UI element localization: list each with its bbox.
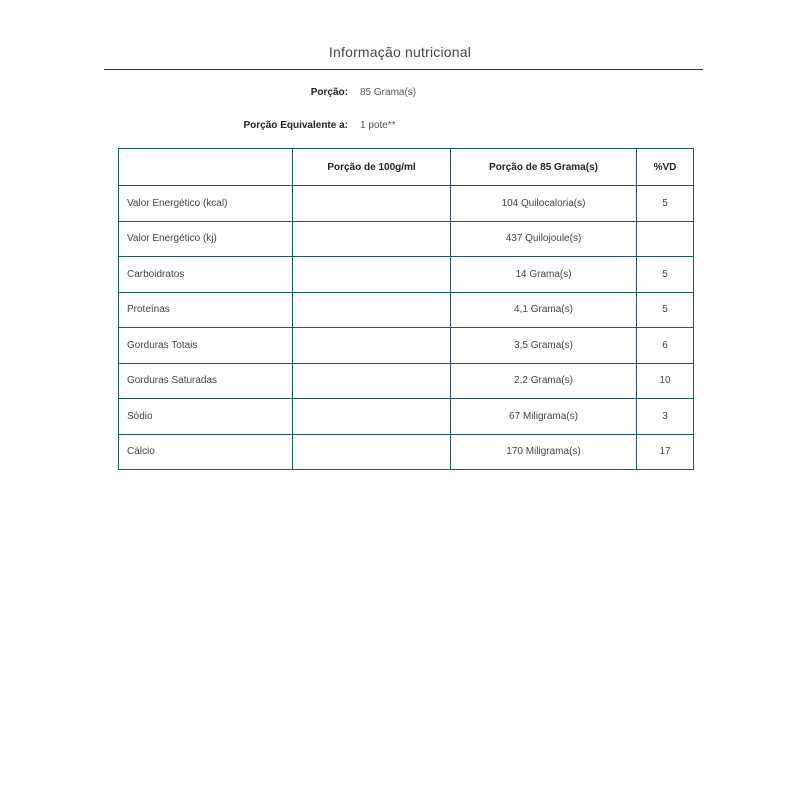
header-per-100: Porção de 100g/ml — [293, 149, 451, 186]
per-85-value: 2,2 Grama(s) — [451, 363, 637, 399]
vd-value: 3 — [637, 399, 694, 435]
nutrient-name: Sódio — [119, 399, 293, 435]
vd-value: 6 — [637, 328, 694, 364]
per-100-value — [293, 292, 451, 328]
nutrition-table — [118, 148, 694, 470]
header-vd: %VD — [637, 149, 694, 186]
header-per-85: Porção de 85 Grama(s) — [451, 149, 637, 186]
table-row — [119, 434, 694, 470]
vd-value: 5 — [637, 186, 694, 222]
serving-equivalent-row — [0, 119, 800, 133]
per-85-value: 14 Grama(s) — [451, 257, 637, 293]
page-title: Informação nutricional — [328, 44, 472, 60]
nutrient-name: Valor Energético (kj) — [119, 221, 293, 257]
header-nutrient — [119, 149, 293, 186]
table-row — [119, 292, 694, 328]
vd-value: 17 — [637, 434, 694, 470]
per-100-value — [293, 399, 451, 435]
per-100-value — [293, 186, 451, 222]
table-row — [119, 186, 694, 222]
vd-value: 5 — [637, 292, 694, 328]
nutrient-name: Valor Energético (kcal) — [119, 186, 293, 222]
nutrient-name: Cálcio — [119, 434, 293, 470]
per-85-value: 67 Miligrama(s) — [451, 399, 637, 435]
nutrient-name: Gorduras Totais — [119, 328, 293, 364]
vd-value — [637, 221, 694, 257]
nutrient-name: Gorduras Saturadas — [119, 363, 293, 399]
vd-value: 10 — [637, 363, 694, 399]
serving-size-row — [0, 86, 800, 100]
per-100-value — [293, 328, 451, 364]
table-row — [119, 363, 694, 399]
per-100-value — [293, 221, 451, 257]
per-100-value — [293, 363, 451, 399]
per-85-value: 104 Quilocaloria(s) — [451, 186, 637, 222]
vd-value: 5 — [637, 257, 694, 293]
serving-equivalent-label: Porção Equivalente a: — [243, 120, 348, 131]
table-row — [119, 257, 694, 293]
nutrient-name: Proteínas — [119, 292, 293, 328]
table-header-row — [119, 149, 694, 186]
serving-size-value: 85 Grama(s) — [360, 87, 417, 98]
serving-size-label: Porção: — [310, 87, 348, 98]
per-85-value: 3,5 Grama(s) — [451, 328, 637, 364]
title-divider — [104, 69, 703, 70]
per-85-value: 170 Miligrama(s) — [451, 434, 637, 470]
table-row — [119, 221, 694, 257]
per-100-value — [293, 434, 451, 470]
per-85-value: 4,1 Grama(s) — [451, 292, 637, 328]
table-row — [119, 328, 694, 364]
per-100-value — [293, 257, 451, 293]
serving-equivalent-value: 1 pote** — [360, 120, 396, 131]
per-85-value: 437 Quilojoule(s) — [451, 221, 637, 257]
nutrient-name: Carboidratos — [119, 257, 293, 293]
table-row — [119, 399, 694, 435]
